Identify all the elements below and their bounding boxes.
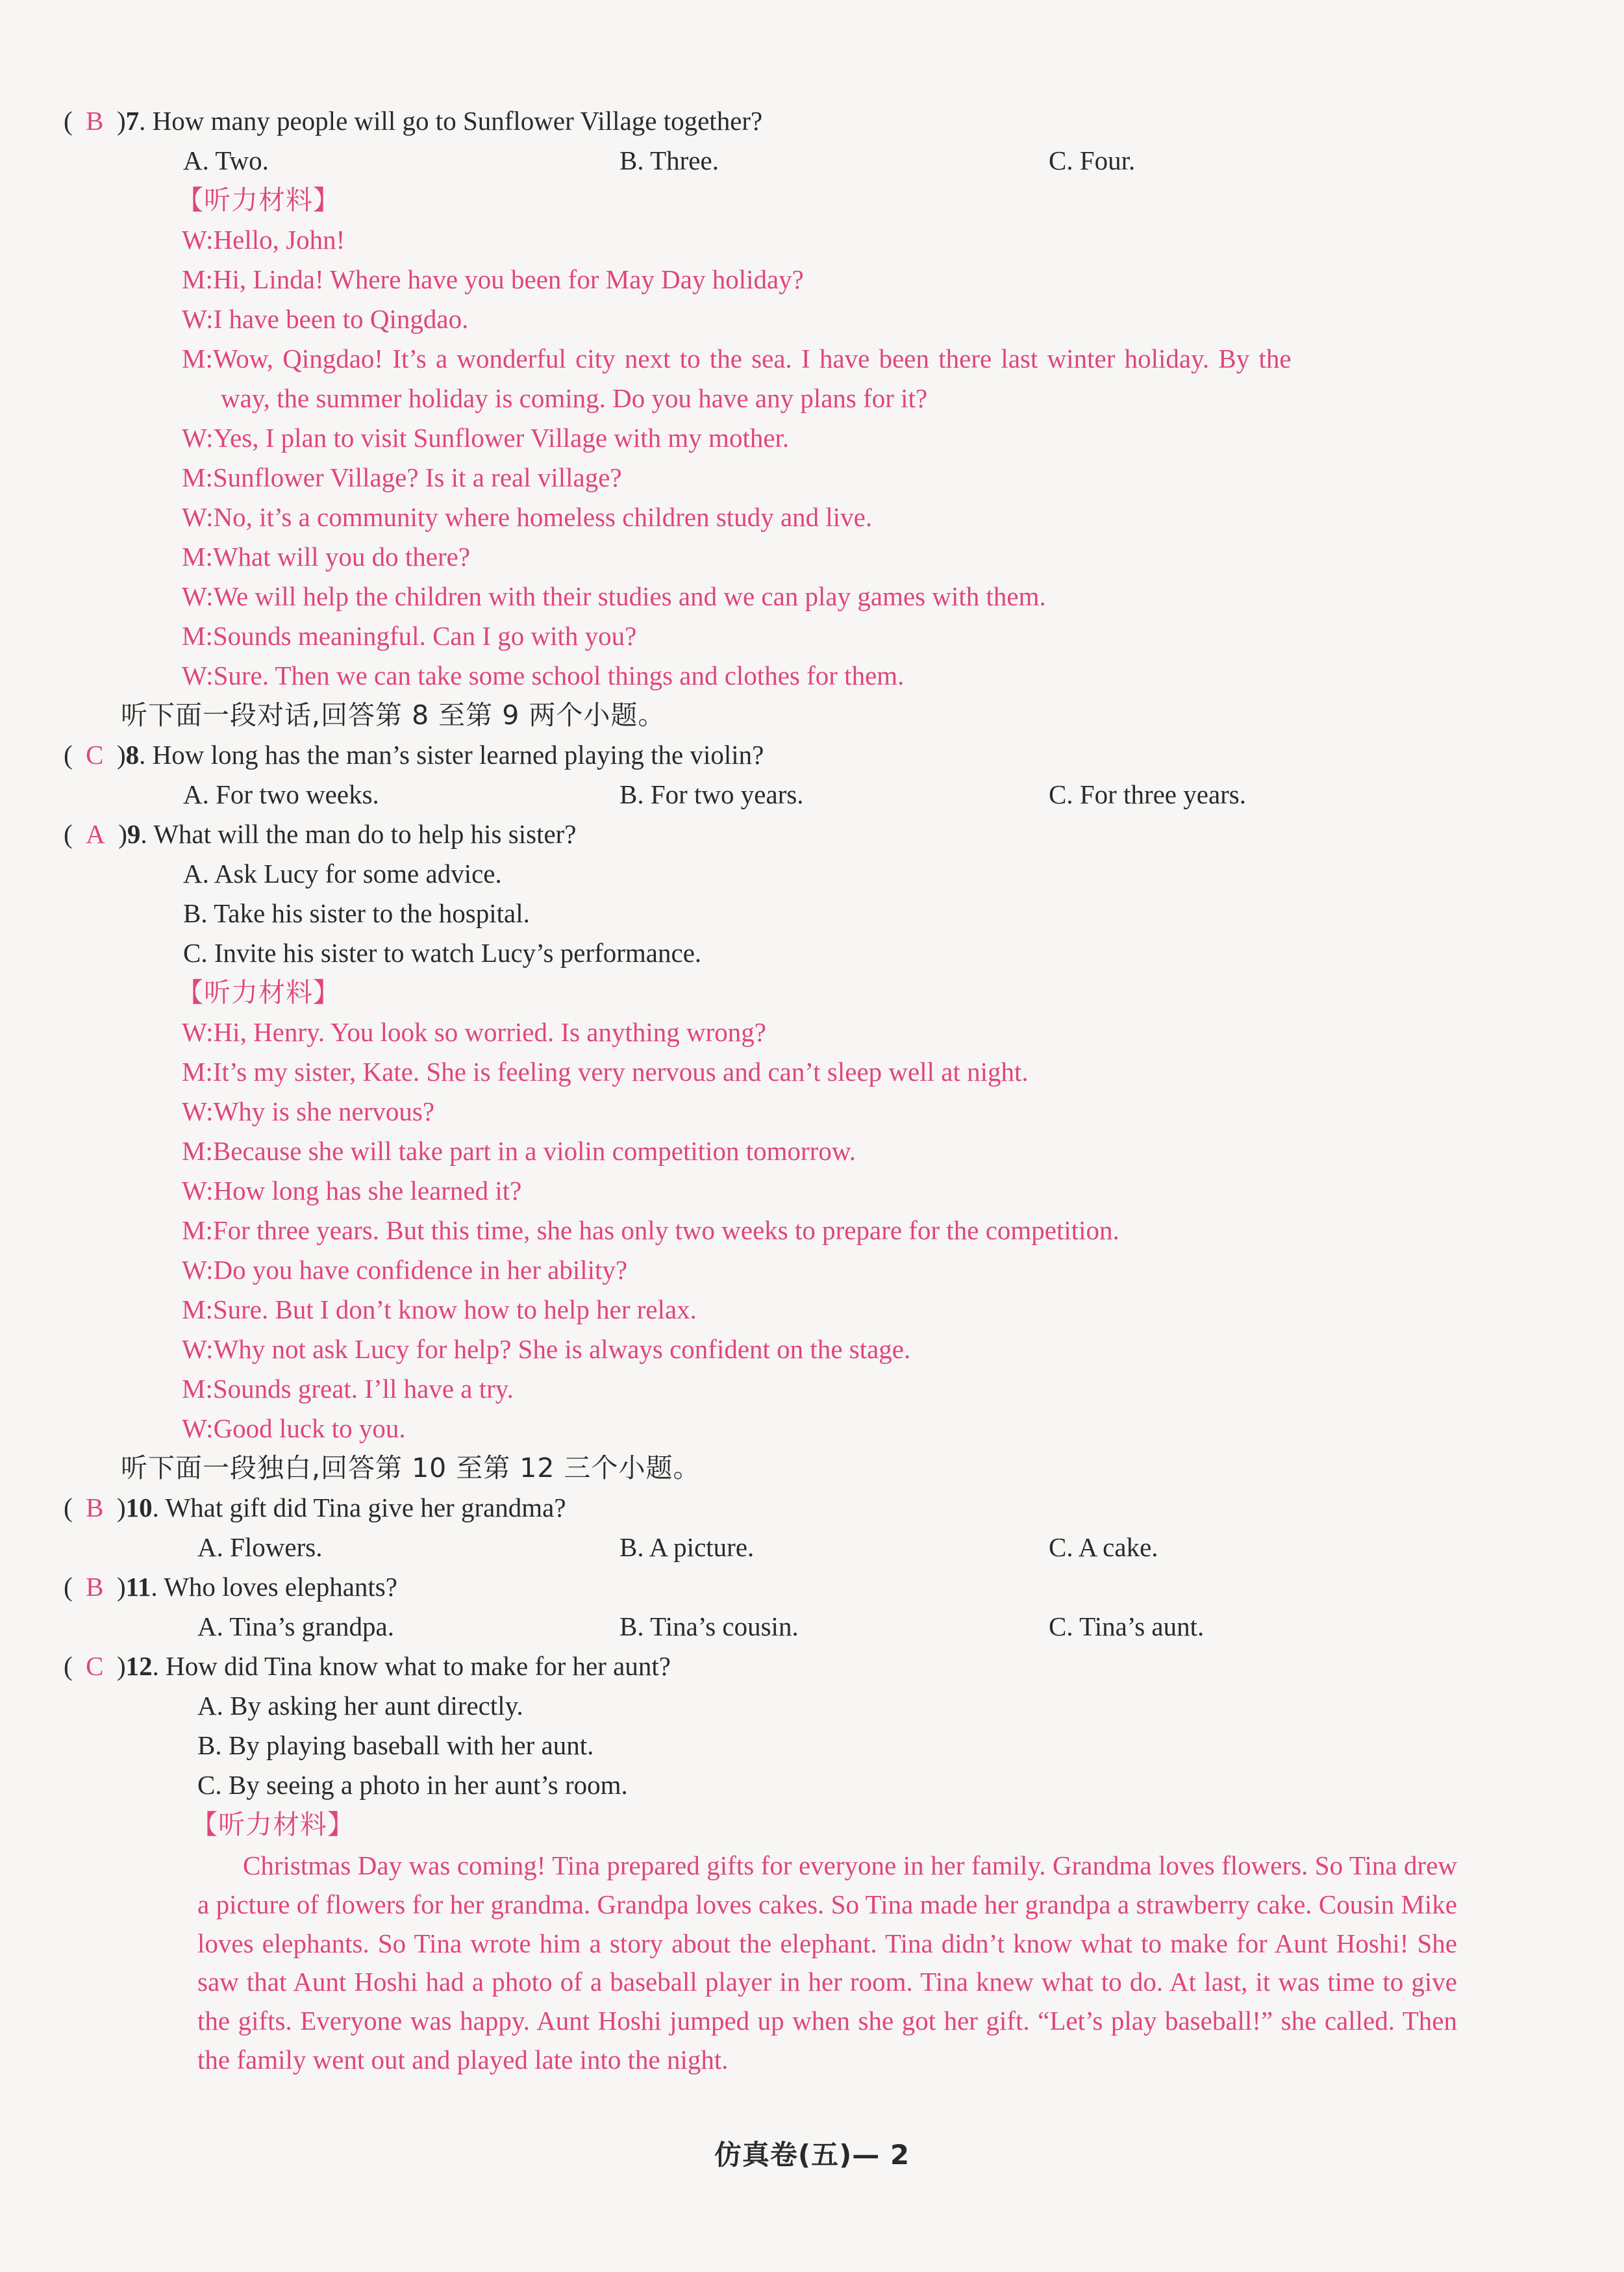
dialogue-line: W:Yes, I plan to visit Sunflower Village with my mother. [182, 423, 790, 453]
dialogue-line: W:Why is she nervous? [182, 1096, 435, 1126]
option-a: A. Flowers. [197, 1532, 323, 1562]
dialogue-line: M:Wow, Qingdao! It’s a wonderful city next to the sea. I have been there last winter holiday. By the [182, 344, 1292, 373]
material-label: 【听力材料】 [177, 977, 340, 1008]
option-b: B. For two years. [619, 779, 804, 809]
question-12: ( C )12. How did Tina know what to make for her aunt? [64, 1651, 671, 1681]
dialogue-line: M:Sunflower Village? Is it a real village? [182, 462, 622, 492]
question-number: 12 [125, 1651, 153, 1681]
passage-text: Christmas Day was coming! Tina prepared gifts for everyone in her family. Grandma loves flowers. So Tina drew a picture of flowers for her grandma. Grandpa loves cakes. So Tina made her grandpa a strawberry cake. Cousin Mike loves elephants. So Tina wrote him a story about the elephant. Tina didn’t know what to make for Aunt Hoshi! She saw that Aunt Hoshi had a photo of a baseball player in her room. Tina knew what to do. At last, it was time to give the gifts. Everyone was happy. Aunt Hoshi jumped up when she got her gift. “Let’s play baseball!” she called. Then the family went out and played late into the night. [197, 1850, 1457, 2075]
page-footer: 仿真卷(五)— 2 [714, 2139, 910, 2171]
material-label: 【听力材料】 [191, 1809, 355, 1840]
answer-7: B [86, 106, 104, 136]
listening-passage [197, 1847, 1457, 2080]
question-stem: How many people will go to Sunflower Village together? [152, 106, 763, 136]
question-10: ( B )10. What gift did Tina give her grandma? [64, 1493, 566, 1522]
answer-10: B [86, 1493, 104, 1522]
question-number: 8 [125, 740, 140, 770]
dialogue-line: W:Hello, John! [182, 225, 345, 255]
answer-8: C [86, 740, 104, 770]
option-c: C. Invite his sister to watch Lucy’s performance. [183, 938, 702, 968]
section-instruction: 听下面一段独白,回答第 10 至第 12 三个小题。 [121, 1452, 701, 1483]
answer-11: B [86, 1572, 104, 1602]
option-a: A. Tina’s grandpa. [197, 1611, 394, 1641]
dialogue-line: W:Good luck to you. [182, 1413, 406, 1443]
dialogue-line: M:Sounds meaningful. Can I go with you? [182, 621, 637, 651]
option-c: C. By seeing a photo in her aunt’s room. [197, 1770, 628, 1800]
option-c: C. Four. [1049, 145, 1136, 175]
question-stem: What will the man do to help his sister? [153, 819, 577, 849]
question-stem: How long has the man’s sister learned playing the violin? [152, 740, 764, 770]
question-9: ( A )9. What will the man do to help his sister? [64, 819, 577, 849]
section-instruction: 听下面一段对话,回答第 8 至第 9 两个小题。 [121, 700, 666, 731]
dialogue-line: W:I have been to Qingdao. [182, 304, 469, 334]
dialogue-line: W:Hi, Henry. You look so worried. Is anything wrong? [182, 1017, 766, 1047]
dialogue-line: way, the summer holiday is coming. Do you have any plans for it? [221, 383, 928, 413]
option-a: A. By asking her aunt directly. [197, 1691, 523, 1721]
option-c: C. For three years. [1049, 779, 1246, 809]
question-8: ( C )8. How long has the man’s sister learned playing the violin? [64, 740, 764, 770]
material-label: 【听力材料】 [177, 184, 340, 216]
question-stem: What gift did Tina give her grandma? [165, 1493, 566, 1522]
option-b: B. Three. [619, 145, 719, 175]
option-c: C. Tina’s aunt. [1049, 1611, 1205, 1641]
dialogue-line: M:It’s my sister, Kate. She is feeling very nervous and can’t sleep well at night. [182, 1057, 1029, 1087]
question-number: 7 [125, 106, 140, 136]
question-7: ( B )7. How many people will go to Sunflower Village together? [64, 106, 763, 136]
answer-9: A [86, 819, 105, 849]
dialogue-line: M:Sounds great. I’ll have a try. [182, 1374, 514, 1404]
question-number: 10 [125, 1493, 153, 1522]
dialogue-line: W:Sure. Then we can take some school things and clothes for them. [182, 661, 905, 690]
option-b: B. Tina’s cousin. [619, 1611, 799, 1641]
dialogue-line: W:We will help the children with their studies and we can play games with them. [182, 581, 1046, 611]
option-a: A. Ask Lucy for some advice. [183, 859, 502, 889]
dialogue-line: M:Sure. But I don’t know how to help her relax. [182, 1294, 697, 1324]
option-a: A. For two weeks. [183, 779, 379, 809]
option-a: A. Two. [183, 145, 269, 175]
dialogue-line: M:Because she will take part in a violin competition tomorrow. [182, 1136, 856, 1166]
answer-12: C [86, 1651, 104, 1681]
question-stem: How did Tina know what to make for her aunt? [166, 1651, 671, 1681]
question-11: ( B )11. Who loves elephants? [64, 1572, 397, 1602]
question-number: 9 [127, 819, 141, 849]
option-b: B. By playing baseball with her aunt. [197, 1730, 594, 1760]
dialogue-line: W:Why not ask Lucy for help? She is always confident on the stage. [182, 1334, 911, 1364]
dialogue-line: M:What will you do there? [182, 542, 471, 572]
option-c: C. A cake. [1049, 1532, 1158, 1562]
question-stem: Who loves elephants? [164, 1572, 397, 1602]
dialogue-line: W:How long has she learned it? [182, 1176, 522, 1205]
question-number: 11 [125, 1572, 151, 1602]
dialogue-line: W:Do you have confidence in her ability? [182, 1255, 628, 1285]
dialogue-line: W:No, it’s a community where homeless children study and live. [182, 502, 873, 532]
dialogue-line: M:Hi, Linda! Where have you been for May Day holiday? [182, 264, 804, 294]
dialogue-line: M:For three years. But this time, she has only two weeks to prepare for the competition. [182, 1215, 1119, 1245]
option-b: B. Take his sister to the hospital. [183, 898, 530, 928]
option-b: B. A picture. [619, 1532, 755, 1562]
